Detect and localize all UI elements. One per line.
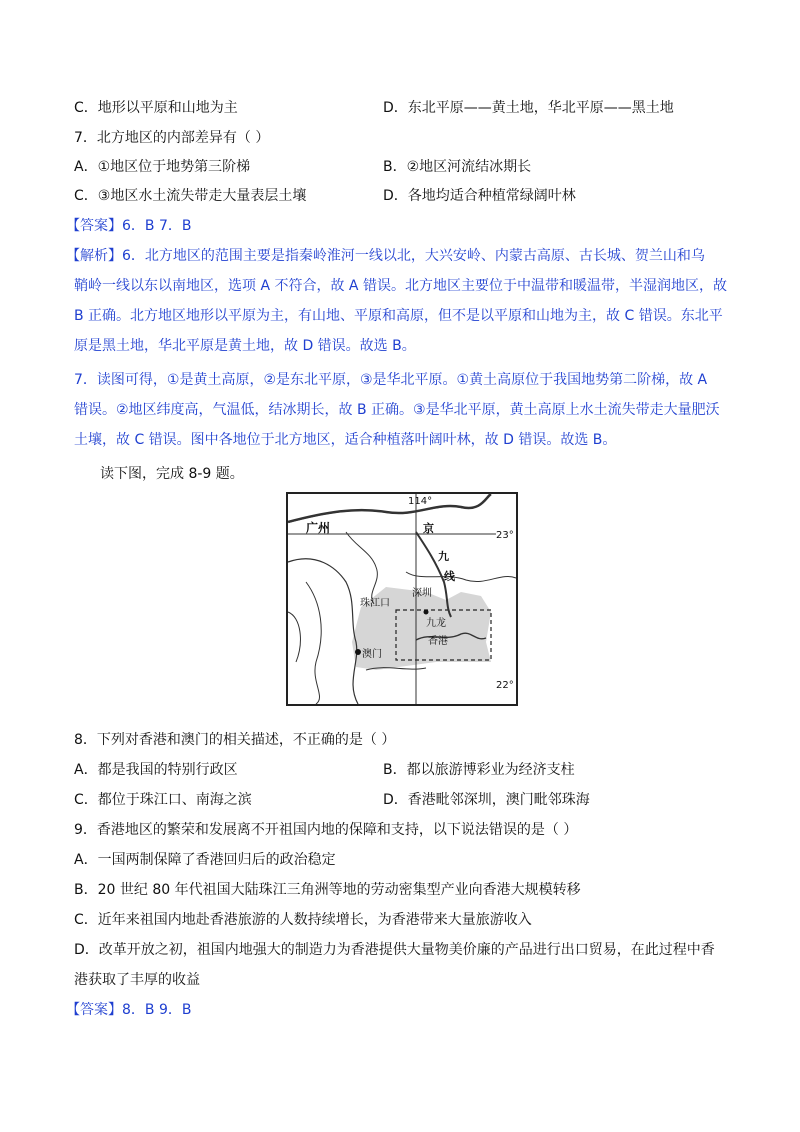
shenzhen-label: 深圳 [412, 588, 432, 599]
q7-option-a: A．①地区位于地势第三阶梯 [74, 159, 251, 175]
analysis-7-line-2: 错误。②地区纬度高，气温低，结冰期长，故 B 正确。③是华北平原，黄土高原上水土流失带走大量肥沃 [74, 402, 720, 418]
xian-label: 线 [444, 570, 455, 583]
q8-stem: 8．下列对香港和澳门的相关描述，不正确的是（ ） [74, 732, 396, 748]
q6-option-d: D．东北平原——黄土地，华北平原——黑土地 [383, 100, 674, 116]
jing-label: 京 [423, 522, 434, 535]
analysis-6-line-2: 鞘岭一线以东以南地区，选项 A 不符合，故 A 错误。北方地区主要位于中温带和暖温带，半湿润地区，故 [74, 278, 727, 294]
map-intro: 读下图，完成 8-9 题。 [100, 466, 244, 482]
jiulong-label: 九龙 [426, 618, 446, 629]
q7-stem: 7．北方地区的内部差异有（ ） [74, 130, 270, 146]
answer-8-9 [66, 1000, 191, 1020]
guangzhou-label: 广州 [306, 521, 331, 535]
xianggang-label: 香港 [428, 636, 448, 647]
q9-option-a: A．一国两制保障了香港回归后的政治稳定 [74, 852, 336, 868]
answer-text: 8．B 9．B [122, 1002, 192, 1018]
hong-kong-macao-map [286, 492, 518, 706]
aomen-label: 澳门 [362, 649, 382, 660]
lon-label: 114° [408, 496, 433, 507]
q8-option-b: B．都以旅游博彩业为经济支柱 [383, 762, 575, 778]
analysis-7-line-3: 土壤，故 C 错误。图中各地位于北方地区，适合种植落叶阔叶林，故 D 错误。故选 B。 [74, 432, 617, 448]
q9-option-d-line-2: 港获取了丰厚的收益 [74, 972, 200, 988]
lat-top-label: 23° [496, 530, 514, 541]
shenzhen-dot [424, 610, 429, 615]
jiu-label: 九 [438, 550, 449, 563]
q6-option-c: C．地形以平原和山地为主 [74, 100, 238, 116]
answer-label: 【答案】 [66, 1002, 122, 1018]
q8-option-a: A．都是我国的特别行政区 [74, 762, 238, 778]
q7-option-d: D．各地均适合种植常绿阔叶林 [383, 188, 576, 204]
q9-option-b: B．20 世纪 80 年代祖国大陆珠江三角洲等地的劳动密集型产业向香港大规模转移 [74, 882, 581, 898]
answer-6-7 [66, 216, 191, 236]
q7-option-c: C．③地区水土流失带走大量表层土壤 [74, 188, 307, 204]
analysis-6-line-1: 【解析】6．北方地区的范围主要是指秦岭淮河一线以北，大兴安岭、内蒙古高原、古长城、贺兰山和乌 [66, 248, 705, 264]
zhujiangkou-label: 珠江口 [360, 598, 390, 609]
q9-option-c: C．近年来祖国内地赴香港旅游的人数持续增长，为香港带来大量旅游收入 [74, 912, 532, 928]
q8-option-c: C．都位于珠江口、南海之滨 [74, 792, 252, 808]
aomen-dot [355, 649, 361, 655]
answer-text: 6．B 7．B [122, 218, 192, 234]
lat-bottom-label: 22° [496, 680, 514, 691]
q7-option-b: B．②地区河流结冰期长 [383, 159, 532, 175]
analysis-6-line-4: 原是黑土地，华北平原是黄土地，故 D 错误。故选 B。 [74, 338, 416, 354]
answer-label: 【答案】 [66, 218, 122, 234]
q9-stem: 9．香港地区的繁荣和发展离不开祖国内地的保障和支持，以下说法错误的是（ ） [74, 822, 578, 838]
q8-option-d: D．香港毗邻深圳，澳门毗邻珠海 [383, 792, 590, 808]
analysis-6-line-3: B 正确。北方地区地形以平原为主，有山地、平原和高原，但不是以平原和山地为主，故 C 错误。东北平 [74, 308, 723, 324]
analysis-label: 【解析】 [66, 248, 122, 264]
q9-option-d-line-1: D．改革开放之初，祖国内地强大的制造力为香港提供大量物美价廉的产品进行出口贸易，在此过程中香 [74, 942, 715, 958]
analysis-7-line-1: 7．读图可得，①是黄土高原，②是东北平原，③是华北平原。①黄土高原位于我国地势第二阶梯，故 A [74, 372, 708, 388]
